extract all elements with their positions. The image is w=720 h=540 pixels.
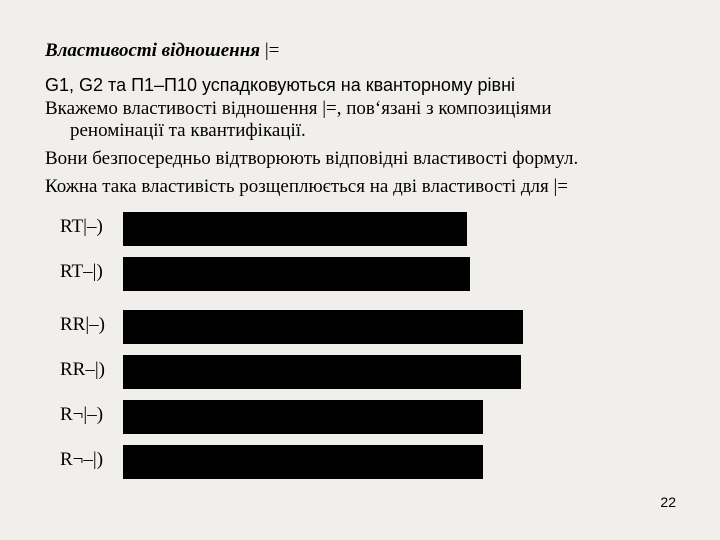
rule-formula-box <box>123 400 483 434</box>
rule-label: RR|–) <box>60 314 105 335</box>
rule-formula-box <box>123 257 470 291</box>
paragraph-2: Вкажемо властивості відношення |=, пов‘язані з композиціями <box>45 98 552 119</box>
title-symbol: |= <box>264 40 280 61</box>
paragraph-2-continued: реномінації та квантифікації. <box>70 120 306 141</box>
paragraph-3: Вони безпосередньо відтворюють відповідні властивості формул. <box>45 148 579 169</box>
slide-title <box>45 40 279 62</box>
rule-label: R¬–|) <box>60 449 104 470</box>
rule-formula-box <box>123 355 521 389</box>
rule-label: RT|–) <box>60 216 103 237</box>
paragraph-4: Кожна така властивість розщеплюється на дві властивості для |= <box>45 176 569 197</box>
rule-label: RR–|) <box>60 359 105 380</box>
rule-formula-box <box>123 212 467 246</box>
rule-label: RT–|) <box>60 261 103 282</box>
paragraph-1: G1, G2 та П1–П10 успадковуються на кванторному рівні <box>45 75 516 95</box>
title-text: Властивості відношення <box>45 40 261 61</box>
rule-formula-box <box>123 310 523 344</box>
rule-formula-box <box>123 445 483 479</box>
rule-label: R¬|–) <box>60 404 104 425</box>
page-number: 22 <box>660 494 676 510</box>
